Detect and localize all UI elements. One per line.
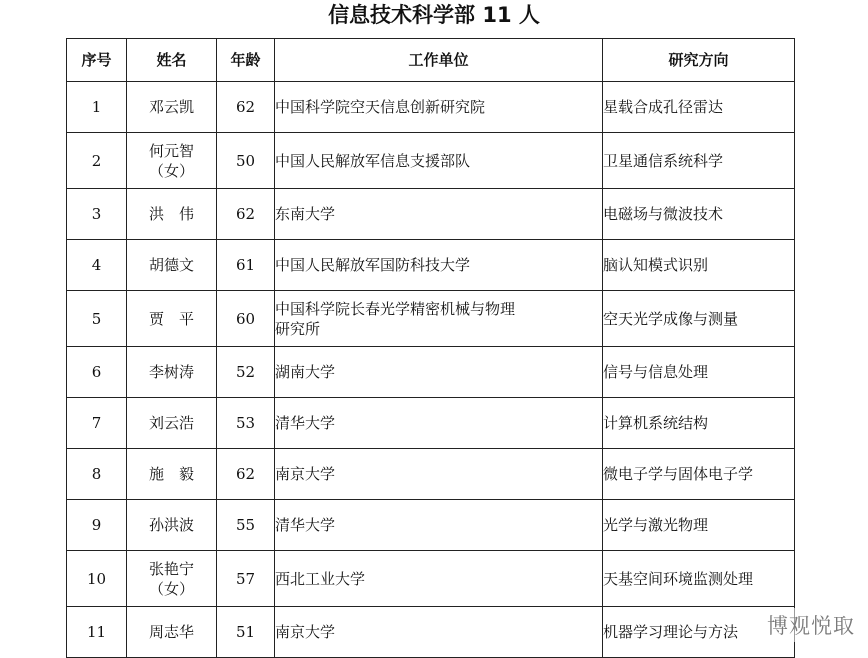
cell-workplace [275,449,603,500]
index-text: 1 [91,98,102,116]
name-text: 何元智 [148,141,194,160]
cell-field [603,133,795,189]
table-row [67,291,795,347]
cell-age [217,189,275,240]
table-header-row [67,39,795,82]
cell-name [127,240,217,291]
name-note-text: （女） [148,161,194,180]
cell-age [217,398,275,449]
workplace-text: 南京大学 [275,465,336,483]
table-row [67,398,795,449]
field-text: 空天光学成像与测量 [603,309,739,328]
age-text: 61 [235,256,256,274]
cell-age [217,82,275,133]
cell-workplace [275,240,603,291]
header-index: 序号 [67,39,127,82]
age-text: 57 [235,569,256,588]
cell-field [603,347,795,398]
workplace-text: 南京大学 [275,623,336,641]
index-text: 5 [91,309,102,328]
cell-age [217,551,275,607]
table-row [67,449,795,500]
table-row [67,82,795,133]
workplace-text: 湖南大学 [275,363,336,381]
cell-age [217,607,275,658]
cell-field [603,500,795,551]
workplace-text: 清华大学 [275,516,336,534]
index-text: 6 [91,363,102,381]
cell-name [127,398,217,449]
cell-field [603,398,795,449]
cell-field [603,551,795,607]
workplace-text: 中国科学院空天信息创新研究院 [275,98,486,116]
name-text: 张艳宁 [148,559,194,578]
cell-age [217,240,275,291]
table-row [67,347,795,398]
header-field: 研究方向 [603,39,795,82]
name-text: 孙洪波 [148,516,194,534]
cell-name [127,189,217,240]
index-text: 9 [91,516,102,534]
cell-workplace [275,347,603,398]
age-text: 53 [235,414,256,432]
cell-name [127,347,217,398]
cell-index [67,551,127,607]
workplace-text: 中国人民解放军国防科技大学 [275,256,471,274]
workplace-text: 东南大学 [275,205,336,223]
header-name: 姓名 [127,39,217,82]
cell-name [127,551,217,607]
age-text: 60 [235,309,256,328]
field-text: 电磁场与微波技术 [603,205,724,223]
cell-index [67,398,127,449]
cell-age [217,347,275,398]
cell-workplace [275,500,603,551]
cell-field [603,449,795,500]
name-text: 邓云凯 [148,98,194,116]
index-text: 10 [86,569,107,588]
watermark: 博观悦取 [764,608,858,642]
index-text: 11 [86,623,107,641]
index-text: 4 [91,256,102,274]
field-text: 微电子学与固体电子学 [603,465,754,483]
cell-index [67,189,127,240]
name-note-text: （女） [148,579,194,598]
cell-workplace [275,133,603,189]
table-row [67,189,795,240]
index-text: 8 [91,465,102,483]
field-text: 光学与激光物理 [603,516,709,534]
cell-name [127,133,217,189]
header-workplace: 工作单位 [275,39,603,82]
field-text: 星载合成孔径雷达 [603,98,724,116]
name-text: 周志华 [148,623,194,641]
cell-workplace [275,607,603,658]
cell-workplace [275,291,603,347]
name-text: 李树涛 [148,363,194,381]
cell-name [127,291,217,347]
academician-table [66,38,795,658]
cell-workplace [275,189,603,240]
field-text: 计算机系统结构 [603,414,709,432]
cell-name [127,607,217,658]
cell-index [67,347,127,398]
cell-age [217,500,275,551]
table-row [67,551,795,607]
header-age: 年龄 [217,39,275,82]
cell-name [127,82,217,133]
cell-index [67,500,127,551]
cell-field [603,291,795,347]
cell-workplace [275,82,603,133]
cell-field [603,240,795,291]
workplace-text: 西北工业大学 [275,569,366,588]
cell-workplace [275,398,603,449]
cell-workplace [275,551,603,607]
index-text: 2 [91,151,102,170]
age-text: 51 [235,623,256,641]
cell-name [127,449,217,500]
age-text: 55 [235,516,256,534]
workplace-text: 中国科学院长春光学精密机械与物理 [275,299,516,318]
field-text: 天基空间环境监测处理 [603,569,754,588]
page-title: 信息技术科学部 11 人 [328,3,540,27]
index-text: 7 [91,414,102,432]
name-text: 胡德文 [148,256,194,274]
cell-index [67,291,127,347]
table-row [67,500,795,551]
age-text: 62 [235,205,256,223]
cell-index [67,449,127,500]
table-row [67,133,795,189]
age-text: 52 [235,363,256,381]
field-text: 信号与信息处理 [603,363,709,381]
workplace-text: 中国人民解放军信息支援部队 [275,151,471,170]
cell-index [67,607,127,658]
table-body [67,82,795,658]
cell-index [67,82,127,133]
cell-index [67,133,127,189]
cell-field [603,82,795,133]
cell-age [217,449,275,500]
cell-age [217,291,275,347]
field-text: 卫星通信系统科学 [603,151,724,170]
age-text: 50 [235,151,256,170]
cell-age [217,133,275,189]
age-text: 62 [235,465,256,483]
workplace-text: 清华大学 [275,414,336,432]
name-text: 刘云浩 [148,414,194,432]
name-text: 贾 平 [148,309,194,328]
cell-index [67,240,127,291]
table-row [67,607,795,658]
name-text: 洪 伟 [148,205,194,223]
field-text: 脑认知模式识别 [603,256,709,274]
index-text: 3 [91,205,102,223]
table-row [67,240,795,291]
cell-name [127,500,217,551]
age-text: 62 [235,98,256,116]
name-text: 施 毅 [148,465,194,483]
field-text: 机器学习理论与方法 [603,623,739,641]
cell-field [603,189,795,240]
workplace-text-line2: 研究所 [275,319,321,338]
